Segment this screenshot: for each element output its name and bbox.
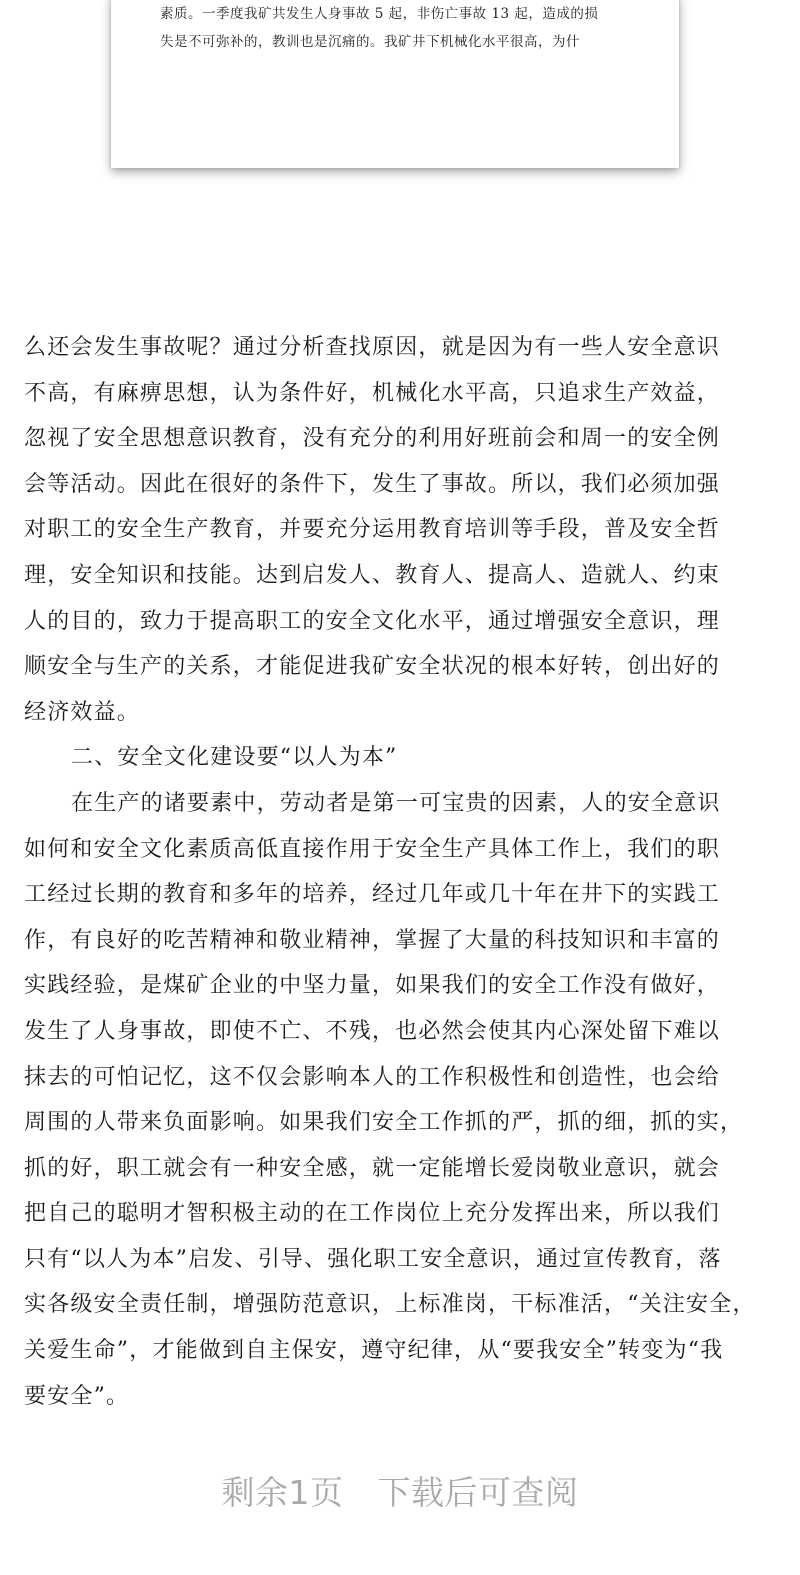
preview-line: 素质。一季度我矿共发生人身事故 5 起，非伤亡事故 13 起，造成的损: [160, 6, 599, 22]
download-hint-label: 下载后可查阅: [377, 1473, 579, 1512]
paragraph-line: 要安全”。: [24, 1383, 130, 1409]
section-heading: 二、安全文化建设要“以人为本”: [71, 745, 398, 771]
paragraph-line: 忽视了安全思想意识教育，没有充分的利用好班前会和周一的安全例: [24, 426, 721, 452]
paragraph-line: 工经过长期的教育和多年的培养，经过几年或几十年在井下的实践工: [24, 882, 721, 908]
article-body: [24, 325, 794, 1419]
paragraph-line: 把自己的聪明才智积极主动的在工作岗位上充分发挥出来，所以我们: [24, 1201, 721, 1227]
paragraph-line: 不高，有麻痹思想，认为条件好，机械化水平高，只追求生产效益，: [24, 380, 721, 406]
paragraph-line: 人的目的，致力于提高职工的安全文化水平，通过增强安全意识，理: [24, 608, 721, 634]
paragraph-line: 作，有良好的吃苦精神和敬业精神，掌握了大量的科技知识和丰富的: [24, 927, 721, 953]
paragraph-line: 抓的好，职工就会有一种安全感，就一定能增长爱岗敬业意识，就会: [24, 1155, 721, 1181]
paragraph-line: 会等活动。因此在很好的条件下，发生了事故。所以，我们必须加强: [24, 471, 721, 497]
paragraph-line: 周围的人带来负面影响。如果我们安全工作抓的严，抓的细，抓的实，: [24, 1110, 744, 1136]
paragraph-line: 么还会发生事故呢？通过分析查找原因，就是因为有一些人安全意识: [24, 335, 721, 360]
download-prompt[interactable]: [0, 1467, 800, 1514]
paragraph-line: 在生产的诸要素中，劳动者是第一可宝贵的因素，人的安全意识: [71, 790, 721, 816]
paragraph-line: 对职工的安全生产教育，并要充分运用教育培训等手段，普及安全哲: [24, 517, 721, 543]
preview-line: 失是不可弥补的，教训也是沉痛的。我矿井下机械化水平很高，为什: [160, 34, 580, 50]
remaining-pages-label: 剩余1页: [221, 1473, 344, 1512]
document-preview-card: [111, 0, 679, 168]
paragraph-line: 顺安全与生产的关系，才能促进我矿安全状况的根本好转，创出好的: [24, 654, 721, 680]
paragraph-line: 关爱生命”，才能做到自主保安，遵守纪律，从“要我安全”转变为“我: [24, 1338, 724, 1364]
paragraph-line: 理，安全知识和技能。达到启发人、教育人、提高人、造就人、约束: [24, 562, 721, 588]
paragraph-line: 发生了人身事故，即使不亡、不残，也必然会使其内心深处留下难以: [24, 1018, 721, 1044]
paragraph-line: 实各级安全责任制，增强防范意识，上标准岗，干标准活，“关注安全，: [24, 1292, 756, 1318]
paragraph-line: 如何和安全文化素质高低直接作用于安全生产具体工作上，我们的职: [24, 836, 721, 862]
paragraph-line: 只有“以人为本”启发、引导、强化职工安全意识，通过宣传教育，落: [24, 1246, 722, 1272]
paragraph-line: 抹去的可怕记忆，这不仅会影响本人的工作积极性和创造性，也会给: [24, 1064, 721, 1090]
paragraph-line: 实践经验，是煤矿企业的中坚力量，如果我们的安全工作没有做好，: [24, 973, 721, 999]
paragraph-line: 经济效益。: [24, 699, 141, 725]
